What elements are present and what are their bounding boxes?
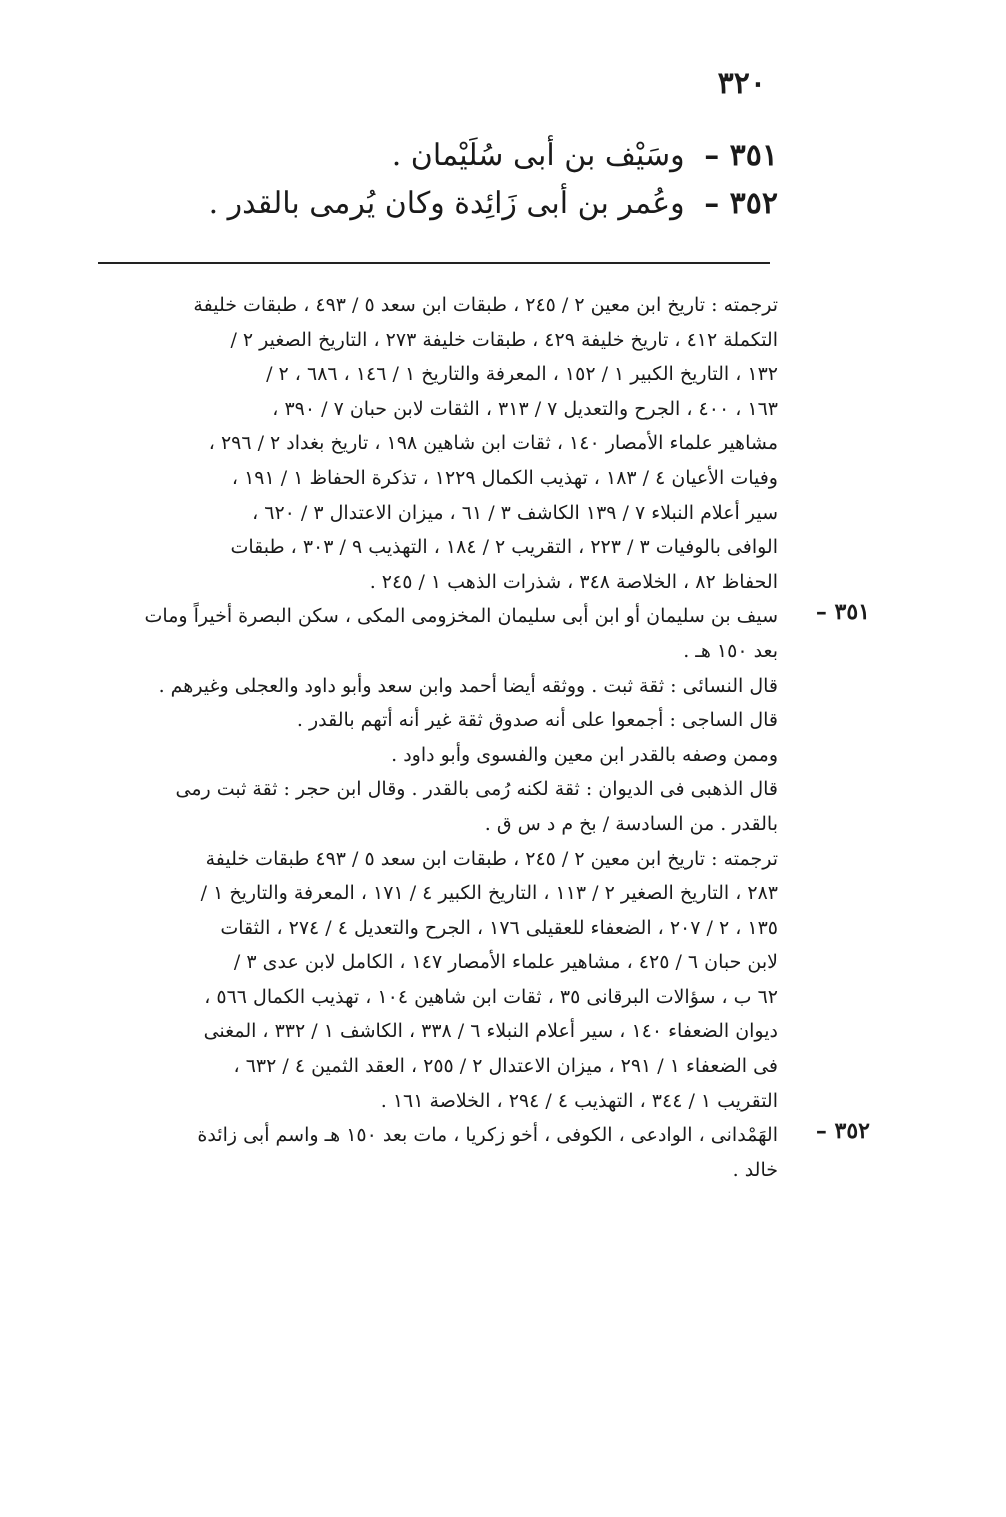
footnote-entry-351	[98, 599, 870, 1118]
footnote-line: وممن وصفه بالقدر ابن معين والفسوى وأبو داود .	[391, 743, 778, 766]
footnote-line: الحفاظ ٨٢ ، الخلاصة ٣٤٨ ، شذرات الذهب ١ / ٢٤٥ .	[369, 570, 778, 593]
footnote-line: سيف بن سليمان أو ابن أبى سليمان المخزومى المكى ، سكن البصرة أخيراً ومات	[144, 605, 778, 628]
entry-number: ٣٥١ –	[704, 138, 778, 173]
footnote-line: خالد .	[732, 1158, 778, 1181]
footnote-line: لابن حبان ٦ / ٤٢٥ ، مشاهير علماء الأمصار ١٤٧ ، الكامل لابن عدى ٣ /	[233, 951, 778, 974]
footnote-line: ٦٢ ب ، سؤالات البرقانى ٣٥ ، ثقات ابن شاهين ١٠٤ ، تهذيب الكمال ٥٦٦ ،	[204, 985, 778, 1008]
footnote-line: سير أعلام النبلاء ٧ / ١٣٩ الكاشف ٣ / ٦١ ، ميزان الاعتدال ٣ / ٦٢٠ ،	[252, 501, 778, 524]
footnote-line: ترجمته : تاريخ ابن معين ٢ / ٢٤٥ ، طبقات ابن سعد ٥ / ٤٩٣ ، طبقات خليفة	[193, 294, 778, 316]
footnote-divider	[98, 262, 770, 264]
footnote-line: ديوان الضعفاء ١٤٠ ، سير أعلام النبلاء ٦ / ٣٣٨ ، الكاشف ١ / ٣٣٢ ، المغنى	[203, 1020, 778, 1043]
footnote-line: الهَمْدانى ، الوادعى ، الكوفى ، أخو زكريا ، مات بعد ١٥٠ هـ واسم أبى زائدة	[197, 1124, 778, 1147]
footnote-line: وفيات الأعيان ٤ / ١٨٣ ، تهذيب الكمال ١٢٢٩ ، تذكرة الحفاظ ١ / ١٩١ ،	[231, 466, 778, 489]
footnote-entry-number: ٣٥٢ –	[815, 1118, 870, 1145]
footnote-line: بعد ١٥٠ هـ .	[683, 639, 778, 662]
footnote-line: قال الساجى : أجمعوا على أنه صدوق ثقة غير أنه أتهم بالقدر .	[296, 709, 778, 732]
footnote-line: فى الضعفاء ١ / ٢٩١ ، ميزان الاعتدال ٢ / ٢٥٥ ، العقد الثمين ٤ / ٦٣٢ ،	[233, 1055, 778, 1078]
footnote-line: الوافى بالوفيات ٣ / ٢٢٣ ، التقريب ٢ / ١٨٤ ، التهذيب ٩ / ٣٠٣ ، طبقات	[230, 536, 778, 559]
footnote-line: ١٦٣ ، ٤٠٠ ، الجرح والتعديل ٧ / ٣١٣ ، الثقات لابن حبان ٧ / ٣٩٠ ،	[272, 397, 778, 420]
footnote-line: قال الذهبى فى الديوان : ثقة لكنه رُمى بالقدر . وقال ابن حجر : ثقة ثبت رمى	[175, 778, 778, 801]
main-entry-351	[218, 132, 778, 180]
entry-number: ٣٥٢ –	[704, 186, 778, 221]
footnote-line: ترجمته : تاريخ ابن معين ٢ / ٢٤٥ ، طبقات ابن سعد ٥ / ٤٩٣ طبقات خليفة	[205, 847, 778, 870]
entry-text: وسَيْف بن أبى سُلَيْمان .	[391, 138, 685, 173]
footnote-line: ٢٨٣ ، التاريخ الصغير ٢ / ١١٣ ، التاريخ الكبير ٤ / ١٧١ ، المعرفة والتاريخ ١ /	[200, 882, 778, 905]
footnote-line: ١٣٢ ، التاريخ الكبير ١ / ١٥٢ ، المعرفة والتاريخ ١ / ١٤٦ ، ٦٨٦ ، ٢ /	[266, 363, 778, 386]
footnote-line: قال النسائى : ثقة ثبت . ووثقه أيضا أحمد وابن سعد وأبو داود والعجلى وغيرهم .	[158, 674, 778, 697]
footnote-line: مشاهير علماء الأمصار ١٤٠ ، ثقات ابن شاهين ١٩٨ ، تاريخ بغداد ٢ / ٢٩٦ ،	[208, 432, 778, 455]
footnote-intro	[98, 288, 778, 599]
footnotes	[98, 288, 870, 1187]
footnote-line: التقريب ١ / ٣٤٤ ، التهذيب ٤ / ٢٩٤ ، الخلاصة ١٦١ .	[380, 1089, 778, 1112]
footnote-line: ١٣٥ ، ٢ / ٢٠٧ ، الضعفاء للعقيلى ١٧٦ ، الجرح والتعديل ٤ / ٢٧٤ ، الثقات	[220, 916, 778, 939]
page-number: ٣٢٠	[717, 66, 766, 101]
footnote-line: بالقدر . من السادسة / بخ م د س ق .	[484, 812, 778, 835]
main-entry-352	[208, 180, 778, 228]
footnote-line: التكملة ٤١٢ ، تاريخ خليفة ٤٢٩ ، طبقات خليفة ٢٧٣ ، التاريخ الصغير ٢ /	[230, 328, 778, 351]
main-text	[208, 132, 778, 228]
footnote-entry-352	[98, 1118, 870, 1187]
entry-text: وعُمر بن أبى زَائِدة وكان يُرمى بالقدر .	[208, 186, 685, 221]
footnote-entry-number: ٣٥١ –	[815, 599, 870, 626]
